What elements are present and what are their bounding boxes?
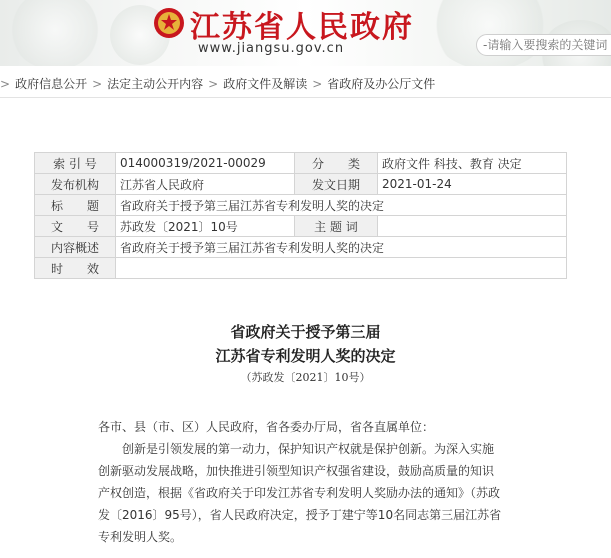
- breadcrumb-separator: >: [312, 77, 323, 91]
- breadcrumb-separator: >: [208, 77, 219, 91]
- breadcrumb-item[interactable]: 法定主动公开内容: [107, 77, 204, 91]
- meta-label: 时 效: [35, 258, 116, 279]
- meta-value: 省政府关于授予第三届江苏省专利发明人奖的决定: [116, 195, 567, 216]
- breadcrumb-item[interactable]: 政府文件及解读: [223, 77, 308, 91]
- meta-value: 政府文件 科技、教育 决定: [378, 153, 567, 174]
- document-title-line: 省政府关于授予第三届: [230, 323, 381, 341]
- meta-label: 索 引 号: [35, 153, 116, 174]
- home-icon[interactable]: >: [0, 77, 11, 91]
- breadcrumb-separator: >: [92, 77, 103, 91]
- meta-value: 014000319/2021-00029: [116, 153, 295, 174]
- document-metadata-table: [34, 152, 567, 279]
- meta-value: 2021-01-24: [378, 174, 567, 195]
- meta-label: 文 号: [35, 216, 116, 237]
- meta-value: 苏政发〔2021〕10号: [116, 216, 295, 237]
- decor-flower: [10, 0, 100, 66]
- table-row: [35, 258, 567, 279]
- meta-value: 江苏省人民政府: [116, 174, 295, 195]
- document-number: （苏政发〔2021〕10号）: [240, 371, 371, 384]
- meta-value: [116, 258, 567, 279]
- search-input[interactable]: [476, 34, 611, 56]
- meta-label: 发布机构: [35, 174, 116, 195]
- meta-label: 分 类: [295, 153, 378, 174]
- table-row: [35, 195, 567, 216]
- site-domain: www.jiangsu.gov.cn: [198, 41, 345, 56]
- decor-flower: [430, 0, 550, 66]
- body-paragraph: 创新是引领发展的第一动力，保护知识产权就是保护创新。为深入实施创新驱动发展战略，加快推进引领型知识产权强省建设，鼓励高质量的知识产权创造，根据《省政府关于印发江苏省专利发明人奖励办法的通知》（苏政发〔2016〕95号），省人民政府决定，授予丁建宁等10名同志第三届江苏省专利发明人奖。: [98, 442, 502, 544]
- meta-label: 内容概述: [35, 237, 116, 258]
- table-row: [35, 237, 567, 258]
- meta-label: 主 题 词: [295, 216, 378, 237]
- meta-label: 发文日期: [295, 174, 378, 195]
- table-row: [35, 153, 567, 174]
- breadcrumb-item[interactable]: 政府信息公开: [15, 77, 88, 91]
- site-header: [0, 0, 611, 66]
- salutation: 各市、县（市、区）人民政府，省各委办厅局，省各直属单位：: [98, 420, 435, 434]
- document-title-line: 江苏省专利发明人奖的决定: [215, 347, 396, 365]
- meta-label: 标 题: [35, 195, 116, 216]
- document-body: [98, 416, 503, 548]
- table-row: [35, 174, 567, 195]
- meta-value: 省政府关于授予第三届江苏省专利发明人奖的决定: [116, 237, 567, 258]
- breadcrumb-item[interactable]: 省政府及办公厅文件: [327, 77, 436, 91]
- meta-value: [378, 216, 567, 237]
- document-title: [0, 320, 611, 368]
- national-emblem-icon: [152, 6, 186, 40]
- table-row: [35, 216, 567, 237]
- breadcrumb: [0, 71, 611, 98]
- site-title[interactable]: 江苏省人民政府: [190, 10, 414, 45]
